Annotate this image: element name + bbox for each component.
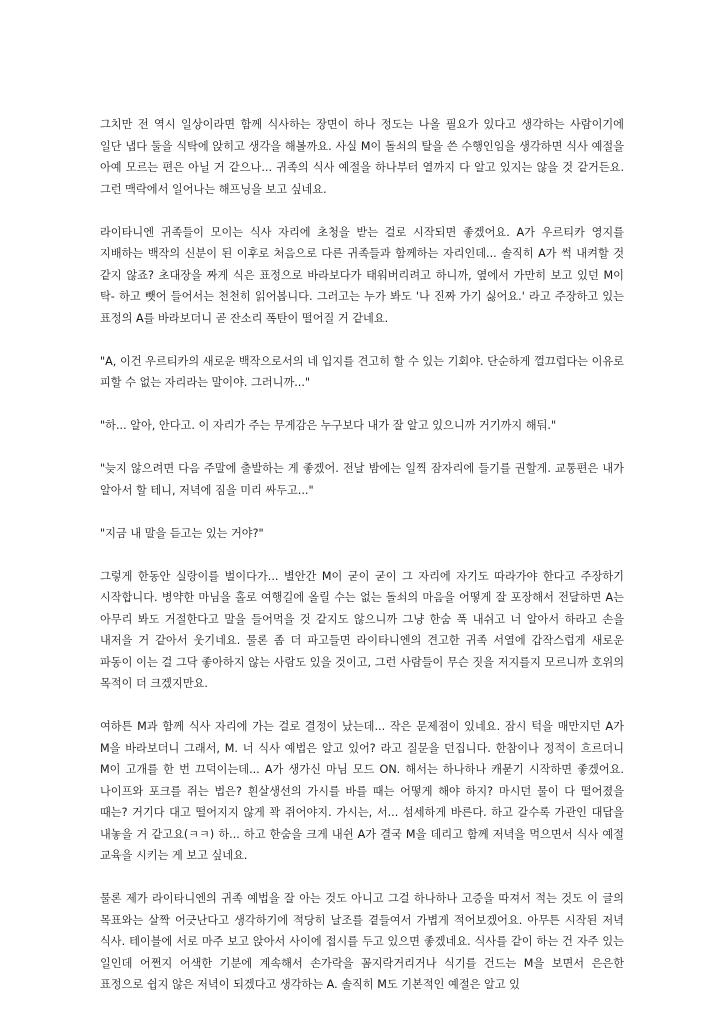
paragraph-5: "늦지 않으려면 다음 주말에 출발하는 게 좋겠어. 전날 밤에는 일찍 잠자리에 들기를 권할게. 교통편은 내가 알아서 할 테니, 저녁에 짐을 미리 싸두고..." <box>100 462 624 497</box>
paragraph-3: "A, 이건 우르티카의 새로운 백작으로서의 네 입지를 견고히 할 수 있는 기회야. 단순하게 껄끄럽다는 이유로 피할 수 없는 자리라는 말이야. 그러니까..." <box>100 354 624 389</box>
paragraph-4: "하... 알아, 안다고. 이 자리가 주는 무게감은 누구보다 내가 잘 알고 있으니까 거기까지 해둬." <box>100 419 557 432</box>
paragraph-9: 물론 제가 라이타니엔의 귀족 예법을 잘 아는 것도 아니고 그걸 하나하나 고증을 따져서 적는 것도 이 글의 목표와는 살짝 어긋난다고 생각하기에 적당히 날조를 곁들여서 가볍게 적어보겠어요. 아무튼 시작된 저녁 식사. 테이블에 서로 마주 보고 앉아서 사이에 접시를 두고 있으면 좋겠네요. 식사를 같이 하는 건 자주 있는 일인데 어쩐지 어색한 기분에 계속해서 손가락을 꼼지락거리거나 식기를 건드는 M을 보면서 은은한 표정으로 쉽지 않은 저녁이 되겠다고 생각하는 A. 솔직히 M도 기본적인 예절은 알고 있 <box>100 892 624 991</box>
paragraph-8: 여하튼 M과 함께 식사 자리에 가는 걸로 결정이 났는데... 작은 문제점이 있네요. 잠시 턱을 매만지던 A가 M을 바라보더니 그래서, M. 너 식사 예법은 알고 있어? 라고 질문을 던집니다. 한참이나 정적이 흐르더니 M이 고개를 한 번 끄덕이는데... A가 생가신 마님 모드 ON. 해서는 하나하나 캐묻기 시작하면 좋겠어요. 나이프와 포크를 쥐는 법은? 흰살생선의 가시를 바를 때는 어떻게 해야 하지? 마시던 물이 다 떨어졌을 때는? 거기다 대고 떨어지지 않게 꽉 쥐어야지. 가시는, 서... 섬세하게 바른다. 하고 갈수록 가관인 대답을 내놓을 거 같고요(ㅋㅋ) 하... 하고 한숨을 크게 내쉰 A가 결국 M을 데리고 함께 저녁을 먹으면서 식사 예절 교육을 시키는 게 보고 싶네요. <box>100 720 624 862</box>
document-page <box>100 114 624 996</box>
paragraph-6: "지금 내 말을 듣고는 있는 거야?" <box>100 526 264 540</box>
paragraph-7: 그렇게 한동안 실랑이를 벌이다가... 별안간 M이 굳이 굳이 그 자리에 자기도 따라가야 한다고 주장하기 시작합니다. 병약한 마님을 홀로 여행길에 올릴 수는 없는 돌쇠의 마음을 어떻게 잘 포장해서 전달하면 A는 아무리 봐도 거절한다고 말을 들어먹을 것 같지도 않으니까 그냥 한숨 푹 내쉬고 너 알아서 하라고 손을 내저을 거 같아서 웃기네요. 물론 좀 더 파고들면 라이타니엔의 견고한 귀족 서열에 갑작스럽게 새로운 파동이 이는 걸 그닥 좋아하지 않는 사람도 있을 것이고, 그런 사람들이 무슨 짓을 저지를지 모르니까 호위의 목적이 더 크겠지만요. <box>100 569 624 690</box>
paragraph-1: 그치만 전 역시 일상이라면 함께 식사하는 장면이 하나 정도는 나올 필요가 있다고 생각하는 사람이기에 일단 냅다 둘을 식탁에 앉히고 생각을 해볼까요. 사실 M이 돌쇠의 탈을 쓴 수행인임을 생각하면 식사 예절을 아예 모르는 편은 아닐 거 같으나... 귀족의 식사 예절을 하나부터 열까지 다 알고 있지는 않을 것 같거든요. 그런 맥락에서 일어나는 해프닝을 보고 싶네요. <box>100 118 624 196</box>
paragraph-2: 라이타니엔 귀족들이 모이는 식사 자리에 초청을 받는 걸로 시작되면 좋겠어요. A가 우르티카 영지를 지배하는 백작의 신분이 된 이후로 처음으로 다른 귀족들과 함께하는 자리인데... 솔직히 A가 썩 내켜할 것 같지 않죠? 초대장을 짜게 식은 표정으로 바라보다가 태워버리려고 하니까, 옆에서 가만히 보고 있던 M이 탁- 하고 뺏어 들어서는 천천히 읽어봅니다. 그러고는 누가 봐도 '나 진짜 가기 싫어요.' 라고 주장하고 있는 표정의 A를 바라보더니 곧 잔소리 폭탄이 떨어질 거 같네요. <box>100 225 624 325</box>
